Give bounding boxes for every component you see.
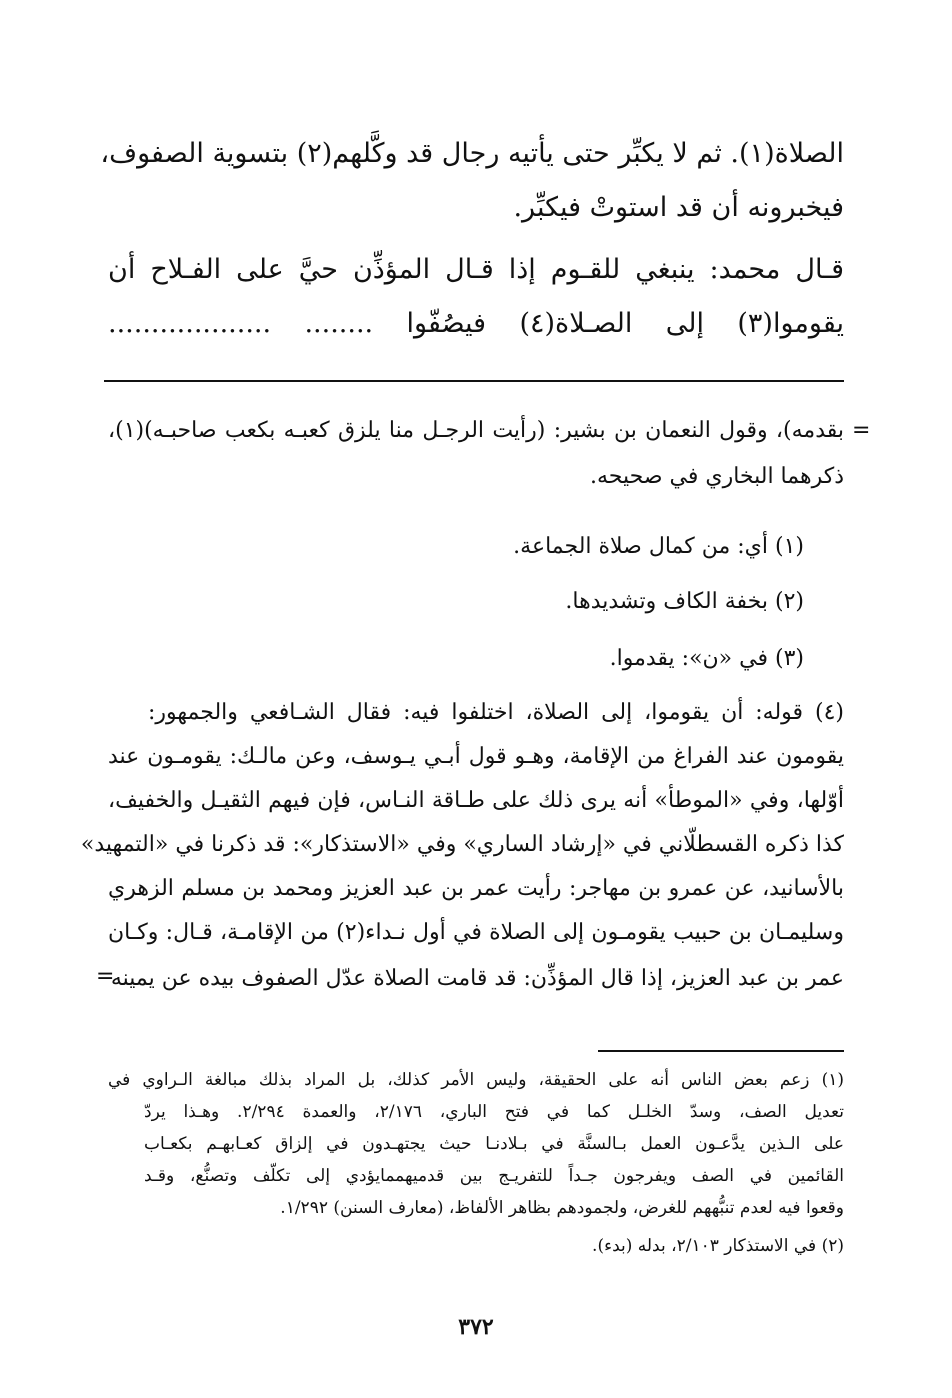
commentary-line-1: بقدمه)، وقول النعمان بن بشير: (رأيت الرجـل منا يلزق كعبـه بكعب صاحبـه)(١)، bbox=[108, 418, 844, 443]
main-text-line-3: قـال محمد: ينبغي للقـوم إذا قـال المؤذِّن حيَّ على الفـلاح أن bbox=[108, 254, 844, 285]
main-text-line-1: الصلاة(١). ثم لا يكبِّر حتى يأتيه رجال قد وكَّلهم(٢) بتسوية الصفوف، bbox=[100, 138, 844, 169]
note-1: (١) أي: من كمال صلاة الجماعة. bbox=[513, 534, 804, 559]
main-text-line-2: فيخبرونه أن قد استوتْ فيكبِّر. bbox=[513, 192, 844, 223]
note-4-line-4: كذا ذكره القسطلّاني في «إرشاد الساري» وفي «الاستذكار»: قد ذكرنا في «التمهيد» bbox=[80, 832, 844, 857]
commentary-line-2: ذكرهما البخاري في صحيحه. bbox=[590, 464, 844, 489]
footnote-line-1: (١) زعم بعض الناس أنه على الحقيقة، وليس الأمر كذلك، بل المراد بذلك مبالغة الـراوي في bbox=[108, 1070, 844, 1090]
note-4-line-6: وسليمـان بن حبيب يقومـون إلى الصلاة في أول نـداء(٢) من الإقامـة، قـال: وكـان bbox=[108, 920, 844, 945]
footnote-line-5: وقعوا فيه لعدم تنبُّههم للغرض، ولجمودهم بظاهر الألفاظ، (معارف السنن) ١/٢٩٢. bbox=[280, 1198, 844, 1218]
footnote-line-6: (٢) في الاستذكار ٢/١٠٣، بدله (بدء). bbox=[592, 1236, 844, 1256]
end-marker: = bbox=[96, 964, 115, 989]
page-number: ٣٧٢ bbox=[458, 1314, 494, 1340]
note-4-line-5: بالأسانيد، عن عمرو بن مهاجر: رأيت عمر بن عبد العزيز ومحمد بن مسلم الزهري bbox=[108, 876, 844, 901]
note-4-line-7: عمر بن عبد العزيز، إذا قال المؤذِّن: قد قامت الصلاة عدّل الصفوف بيده عن يمينه bbox=[110, 966, 844, 991]
note-3: (٣) في «ن»: يقدموا. bbox=[609, 646, 804, 671]
note-2: (٢) بخفة الكاف وتشديدها. bbox=[565, 589, 804, 614]
footnote-line-4: القائمين في الصف ويفرجون جـداً للتفريـج بين قدميهممايؤدي إلى تكلّف وتصنُّع، وقـد bbox=[144, 1166, 844, 1186]
footnote-separator-rule bbox=[598, 1050, 844, 1052]
main-text-line-4: يقوموا(٣) إلى الصـلاة(٤) فيصُفّوا ........ ................... bbox=[108, 308, 844, 339]
footnote-line-2: تعديل الصف، وسدّ الخلـل كما في فتح الباري، ٢/١٧٦، والعمدة ٢/٢٩٤. وهـذا يردّ bbox=[144, 1102, 844, 1122]
footnote-line-3: على الـذين يدَّعـون العمل بـالسنَّة في بـلادنـا حيث يجتهـدون في إلزاق كعـابهـم بكعـاب bbox=[144, 1134, 844, 1154]
continuation-marker: = bbox=[852, 418, 871, 443]
note-4-line-2: يقومون عند الفراغ من الإقامة، وهـو قول أبـي يـوسف، وعن مالـك: يقومـون عند bbox=[108, 744, 844, 769]
note-4-line-1: (٤) قوله: أن يقوموا، إلى الصلاة، اختلفوا فيه: فقال الشـافعي والجمهور: bbox=[148, 700, 844, 725]
note-4-line-3: أوّلها، وفي «الموطأ» أنه يرى ذلك على طـاقة النـاس، فإن فيهم الثقيـل والخفيف، bbox=[108, 788, 844, 813]
main-separator-rule bbox=[104, 380, 844, 382]
